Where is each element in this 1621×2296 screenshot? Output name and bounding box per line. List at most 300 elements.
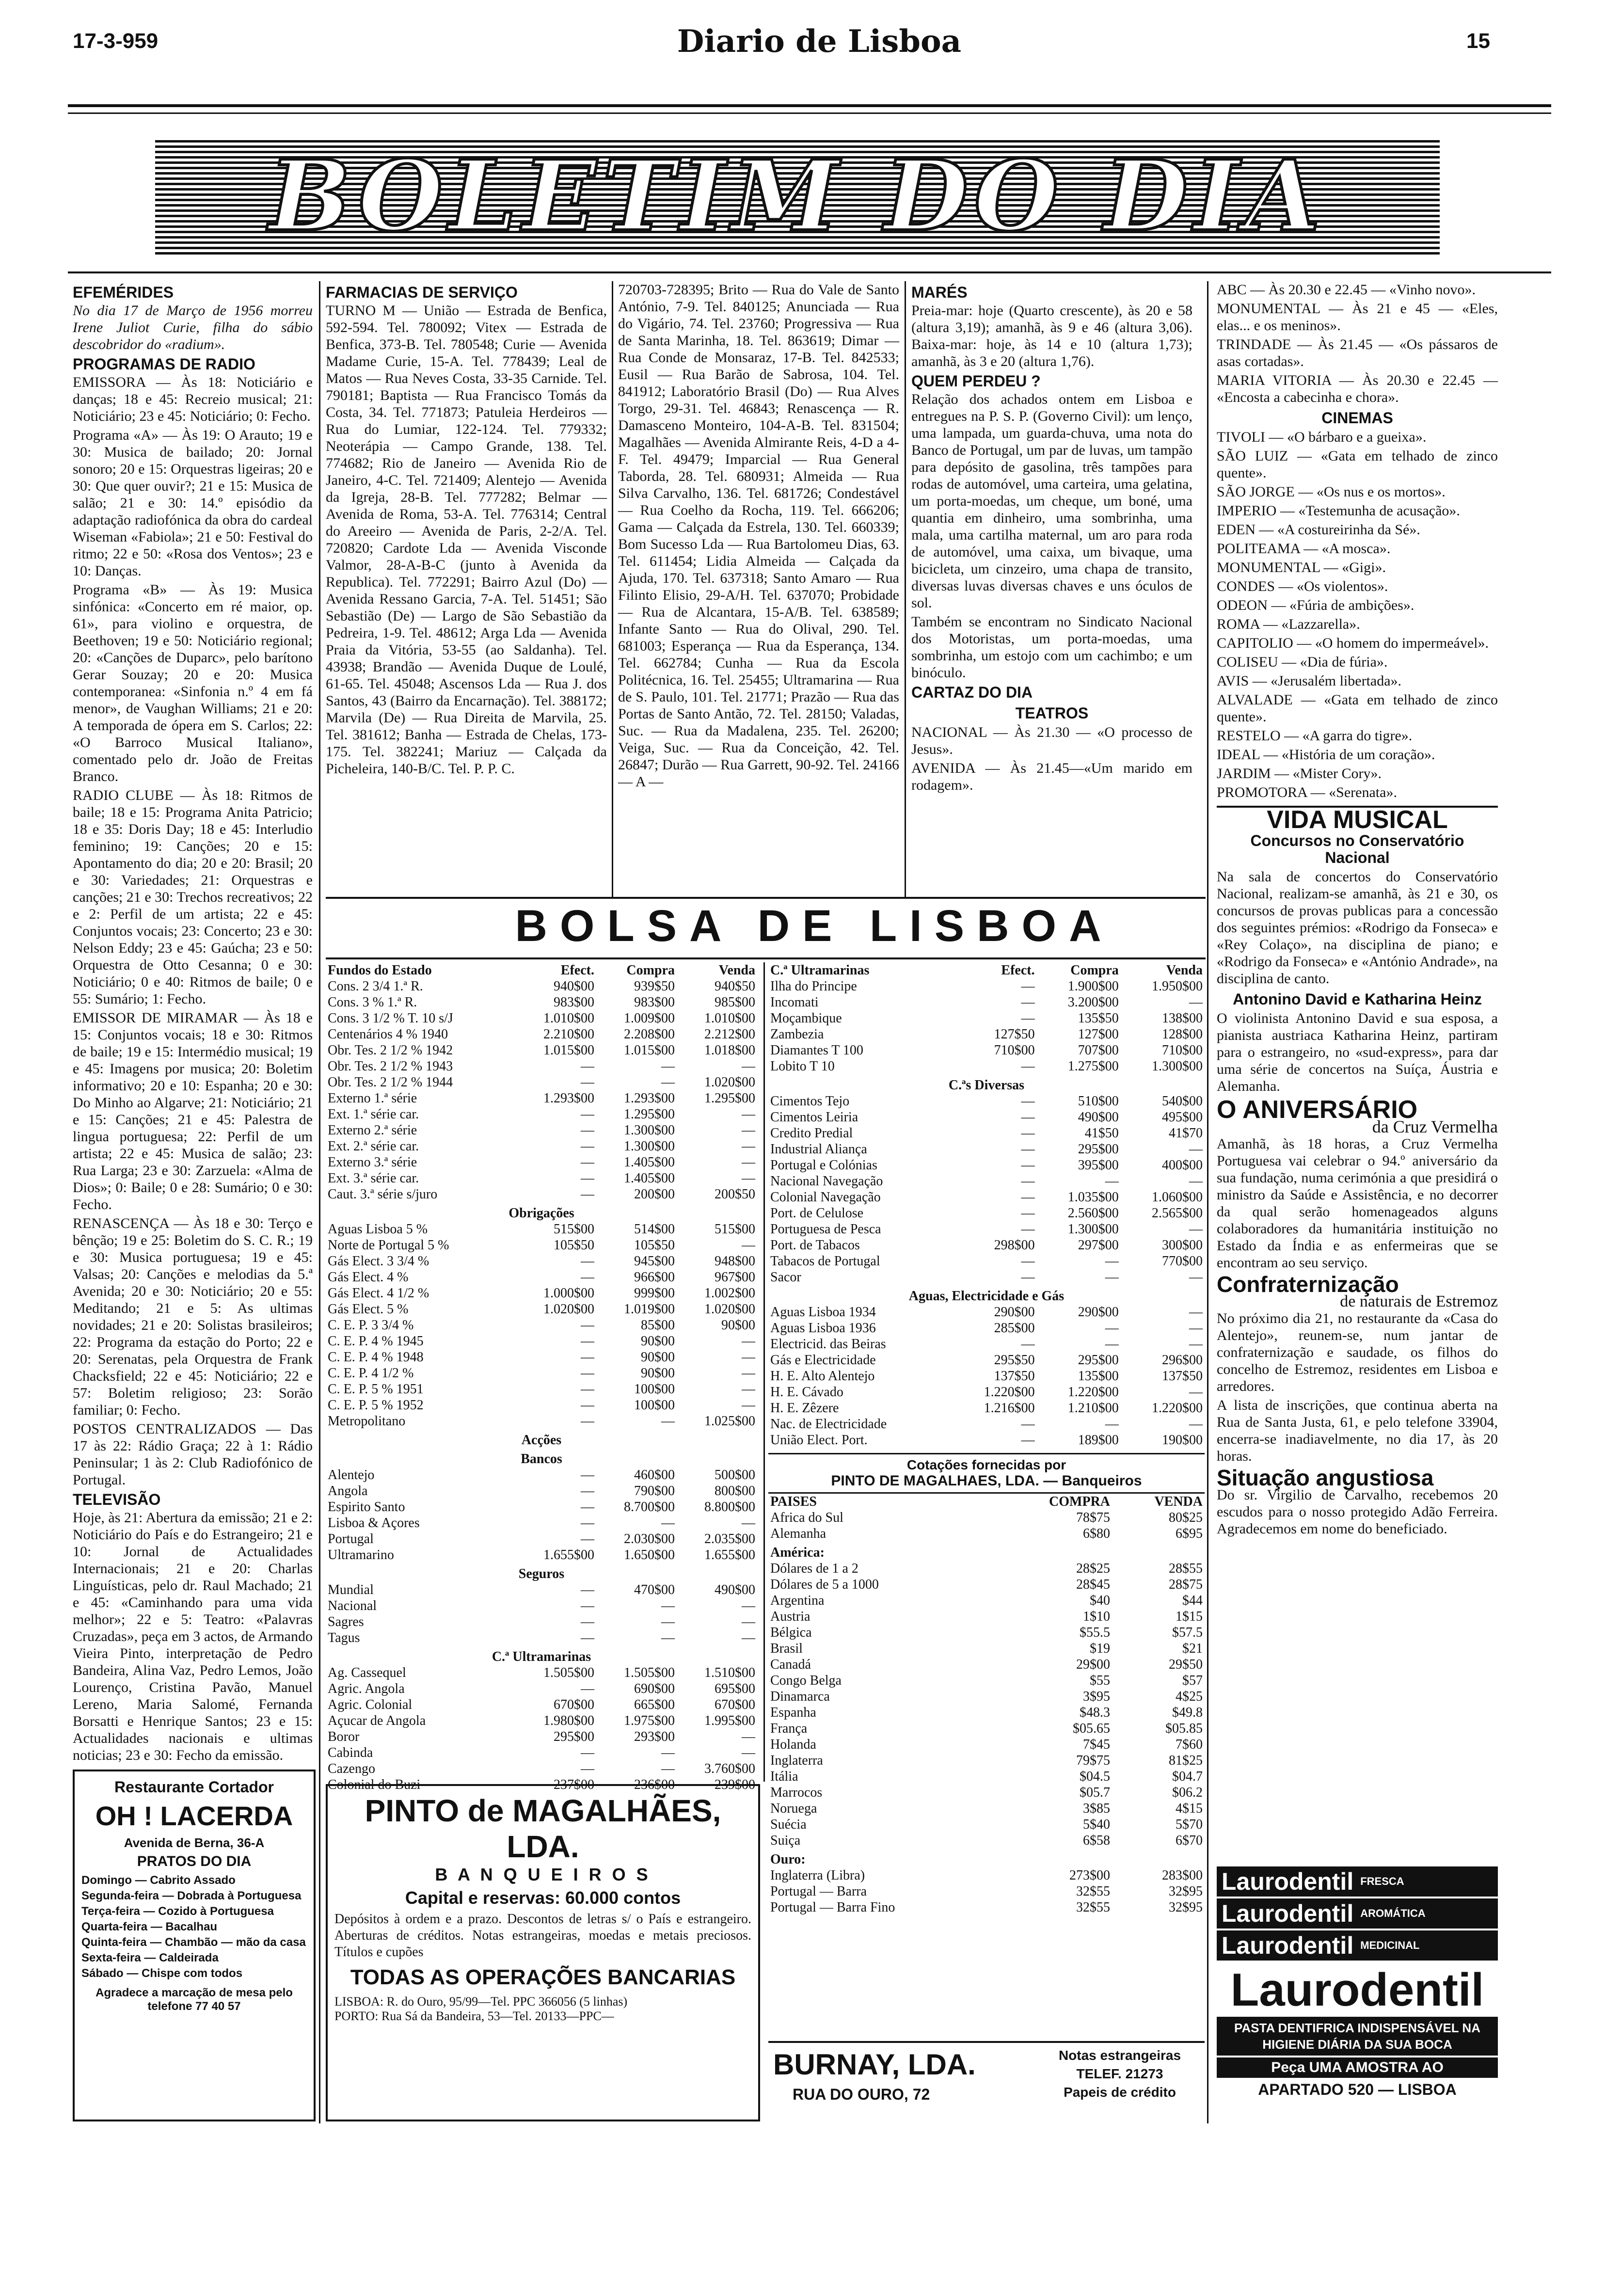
cinemas-heading: CINEMAS [1321,409,1393,427]
table-cell: — [742,1059,755,1074]
table-cell: Portugal — Barra Fino [770,1900,895,1915]
table-cell: — [661,1059,675,1074]
table-row [768,1237,1205,1253]
laurodentil-brand: Laurodentil [1222,1932,1354,1959]
table-subheading [768,1849,1205,1867]
table-row [326,1761,757,1777]
table-cell: Incomati [770,995,819,1010]
table-cell: 6$80 [1083,1526,1111,1541]
table-cell: 3.200$00 [1067,995,1119,1010]
table-cell: 490$00 [715,1582,755,1597]
table-cell: — [580,1350,594,1365]
table-cell: Brasil [770,1641,803,1656]
table-cell: — [580,1582,594,1597]
table-row [768,1058,1205,1074]
table-row [768,994,1205,1010]
theatres-heading: TEATROS [1015,704,1089,722]
table-cell: 983$00 [634,995,675,1010]
table-cell: — [580,1123,594,1138]
table-cell: 460$00 [634,1467,675,1483]
table-row [326,1269,757,1285]
menu-day: Sexta-feira — Caldeirada [81,1951,219,1964]
table-cell: 2.560$00 [1067,1206,1119,1221]
exchange-table [768,1494,1205,1915]
table-cell: — [742,1398,755,1413]
table-cell: 28$45 [1076,1577,1111,1592]
table-cell: — [580,1366,594,1381]
radio-postos: POSTOS CENTRALIZADOS — Das 17 às 22: Rádio Graça; 22 à 1: Rádio Peninsular; 1 às 2: Club Radiofónico de Portugal. [73,1421,313,1488]
table-cell: $21 [1182,1641,1203,1656]
table-cell: Credito Predial [770,1126,853,1141]
table-cell: França [770,1721,808,1736]
column-2 [326,281,607,779]
table-row [768,1641,1205,1657]
table-cell: Gás Elect. 4 1/2 % [328,1286,429,1301]
table-cell: — [742,1366,755,1381]
table-cell: 236$00 [634,1777,675,1792]
table-cell: 1.650$00 [623,1547,675,1563]
table-cell: Zambezia [770,1027,824,1042]
table-cell: — [1021,1254,1035,1269]
table-cell: 295$50 [994,1353,1035,1368]
table-cell: 135$50 [1078,1011,1119,1026]
table-cell: — [580,1499,594,1515]
cinema-listing: ALVALADE — «Gata em telhado de zinco quente». [1217,692,1498,725]
table-subheading [768,1542,1205,1561]
table-cell: 1$10 [1083,1609,1111,1624]
table-cell: — [580,1515,594,1531]
table-cell: 770$00 [1162,1254,1203,1269]
table-row [768,1109,1205,1125]
hardship-text: Do sr. Virgilio de Carvalho, recebemos 20 escudos para o nosso protegido Adão Ferreira. Agradecemos em nome do beneficiado. [1217,1487,1498,1537]
cinema-listing: SÃO LUIZ — «Gata em telhado de zinco quente». [1217,448,1498,481]
table-row [326,1074,757,1090]
menu-day: Domingo — Cabrito Assado [81,1874,236,1887]
table-cell: 515$00 [553,1222,594,1237]
table-cell: Marrocos [770,1785,823,1800]
table-cell: Aguas Lisboa 5 % [328,1222,428,1237]
table-cell: 1.010$00 [543,1011,594,1026]
table-cell: 1.995$00 [704,1713,755,1728]
table-row [768,1817,1205,1833]
table-cell: Inglaterra (Libra) [770,1868,865,1883]
radio-clube: RADIO CLUBE — Às 18: Ritmos de baile; 18 e 15: Programa Anita Patricio; 18 e 35: Doris Day; 18 e 45: Interludio feminino; 19: Canções; 20 e 15: Apontamento do dia; 20 e 20: Brasil; 20 e 30: Variedades; 21: Orquestras e canções; 21 e 30: Trechos recreativos; 22 e 2: Perfil de um artista; 22 e 45: Conjuntos vocais; 23: Concerto; 23 e 30: Nelson Eddy; 23 e 45: Gaúcha; 23 e 50: Orquestra de Otto Cesanna; 0 e 30: Noticiário; 0 e 40: Ritmos de baile; 0 e 55: Sumário; 1: Fecho. [73,787,313,1007]
table-row [768,1737,1205,1753]
table-cell: 999$00 [634,1286,675,1301]
table-cell: — [1189,1174,1203,1189]
table-cell: — [742,1382,755,1397]
table-cell: — [580,1398,594,1413]
table-cell: 78$75 [1076,1510,1111,1525]
table-cell: 1.405$00 [623,1171,675,1186]
table-cell: $04.5 [1080,1769,1111,1784]
table-cell: — [1021,1011,1035,1026]
cinema-listing: JARDIM — «Mister Cory». [1217,765,1382,781]
table-row [768,1689,1205,1705]
table-cell: Aguas Lisboa 1934 [770,1305,876,1320]
table-cell: 400$00 [1162,1158,1203,1173]
cinema-listing: CAPITOLIO — «O homem do impermeável». [1217,635,1489,651]
table-cell: Nacional Navegação [770,1174,883,1189]
table-subheading-cell: C.ª Ultramarinas [492,1649,591,1664]
cinema-listing: IDEAL — «História de um coração». [1217,747,1435,763]
table-cell: Cons. 3 1/2 % T. 10 s/J [328,1011,453,1026]
table-row [768,1833,1205,1849]
table-cell: 1.020$00 [704,1302,755,1317]
table-cell: 983$00 [553,995,594,1010]
table-row [326,1515,757,1531]
table-row [768,1304,1205,1320]
table-cell: Centenários 4 % 1940 [328,1027,448,1042]
laurodentil-tag: MEDICINAL [1360,1939,1420,1951]
table-row [326,1483,757,1499]
table-cell: — [1021,1270,1035,1285]
table-cell: — [1021,1222,1035,1237]
cinema-listing: POLITEAMA — «A mosca». [1217,541,1391,557]
table-cell: Suécia [770,1817,807,1832]
table-cell: 290$00 [994,1305,1035,1320]
table-cell: Agric. Colonial [328,1697,413,1712]
table-cell: 298$00 [994,1238,1035,1253]
table-row [326,1186,757,1202]
table-cell: 1.293$00 [543,1091,594,1106]
tides-text: Preia-mar: hoje (Quarto crescente), às 20 e 58 (altura 3,19); amanhã, às 9 e 46 (altura 3,06). Baixa-mar: hoje, às 14 e 10 (altura 1,73); amanhã, às 3 e 20 (altura 1,76). [911,303,1192,369]
theatre-listing: TRINDADE — Às 21.45 — «Os pássaros de asas cortadas». [1217,336,1498,369]
restaurant-ad-note: Agradece a marcação de mesa pelo telefone 77 40 57 [95,1986,293,2013]
table-row [768,1673,1205,1689]
table-cell: 137$50 [994,1369,1035,1384]
table-cell: — [1189,995,1203,1010]
table-header-cell: Fundos do Estado [328,963,432,978]
anniversary-heading: O ANIVERSÁRIO [1217,1096,1418,1124]
laurodentil-big: Laurodentil [1230,1964,1484,2016]
fraternity-text: No próximo dia 21, no restaurante da «Casa do Alentejo», reunem-se, num jantar de confraternização e saudade, os filhos do concelho de Estremoz, residentes em Lisboa e arredores. [1217,1310,1498,1394]
table-cell: — [661,1075,675,1090]
table-cell: 1.275$00 [1067,1059,1119,1074]
table-cell: 4$15 [1176,1801,1203,1816]
table-row [326,994,757,1010]
table-row [768,1352,1205,1368]
table-cell: Cazengo [328,1761,375,1776]
table-cell: C. E. P. 3 3/4 % [328,1318,414,1333]
bolsa-right-table [768,962,1205,1915]
table-cell: 28$25 [1076,1561,1111,1576]
table-cell: 1.510$00 [704,1665,755,1680]
table-row [326,1365,757,1381]
table-cell: 239$00 [715,1777,755,1792]
radio-emissora: EMISSORA — Às 18: Noticiário e danças; 18 e 45: Recreio musical; 21: Noticiário; 23 e 45: Noticiário; 0: Fecho. [73,374,313,424]
table-row [326,1598,757,1614]
table-cell: 290$00 [1078,1305,1119,1320]
table-cell: 948$00 [715,1254,755,1269]
table-cell: 90$00 [640,1350,675,1365]
radio-miramar: EMISSOR DE MIRAMAR — Às 18 e 15: Conjuntos vocais; 18 e 30: Ritmos de baile; 19 e 15: Intermédio musical; 19 e 45: Imagens por musica; 20: Boletim informativo; 20 e 10: Espanha; 20 e 30: Do Minho ao Algarve; 21: Noticiário; 21 e 15: Canções; 21 e 45: Palestra de lingua portuguesa; 22: Perfil de um artista; 22 e 45: Musica de salão; 23: Rua Larga; 23 e 30: Zarzuela: «Alma de Dios»; 0: Baile; 0 e 28: Sumário; 0 e 30: Fecho. [73,1010,313,1212]
table-cell: 1.220$00 [984,1385,1035,1400]
column-5 [1217,281,1498,1539]
table-cell: 1.505$00 [623,1665,675,1680]
table-cell: 2.030$00 [623,1531,675,1547]
table-row [768,1657,1205,1673]
table-cell: 2.210$00 [543,1027,594,1042]
table-header-cell: VENDA [1154,1494,1203,1509]
table-cell: $19 [1090,1641,1111,1656]
table-cell: Aguas Lisboa 1936 [770,1321,876,1336]
exchange-firm: PINTO DE MAGALHAES, LDA. — Banqueiros [768,1473,1205,1494]
table-cell: Electricid. das Beiras [770,1337,886,1352]
table-cell: 293$00 [634,1729,675,1744]
table-row [768,1141,1205,1157]
table-cell: — [661,1745,675,1760]
table-subheading-cell: Bancos [521,1451,562,1467]
table-cell: 1.035$00 [1067,1190,1119,1205]
table-cell: Ultramarino [328,1547,394,1563]
table-cell: Obr. Tes. 2 1/2 % 1942 [328,1043,453,1058]
table-cell: 29$50 [1169,1657,1203,1672]
cinema-listing: ROMA — «Lazzarella». [1217,616,1360,632]
table-cell: 665$00 [634,1697,675,1712]
table-cell: 1.950$00 [1152,979,1203,994]
bolsa-rule [326,897,1206,899]
table-cell: 300$00 [1162,1238,1203,1253]
table-cell: União Elect. Port. [770,1433,868,1448]
table-row [326,1058,757,1074]
table-row [768,1577,1205,1593]
table-cell: — [1105,1174,1119,1189]
table-row [326,1381,757,1397]
table-cell: 966$00 [634,1270,675,1285]
table-cell: 128$00 [1162,1027,1203,1042]
table-cell: Tagus [328,1630,360,1645]
bank-ad [326,1784,760,2121]
table-cell: — [580,1334,594,1349]
table-row [326,1170,757,1186]
table-cell: — [1021,1094,1035,1109]
table-cell: 1.980$00 [543,1713,594,1728]
table-subheading-cell: Ouro: [770,1852,806,1867]
restaurant-ad [73,1770,316,2121]
table-cell: $06.2 [1172,1785,1203,1800]
table-cell: Africa do Sul [770,1510,843,1525]
table-cell: Lisboa & Açores [328,1515,420,1531]
table-cell: Industrial Aliança [770,1142,867,1157]
table-row [326,1630,757,1646]
table-cell: — [1189,1385,1203,1400]
table-row [326,1713,757,1729]
bolsa-rule [326,957,1206,959]
table-cell: — [1105,1337,1119,1352]
table-cell: 1.300$00 [1067,1222,1119,1237]
table-cell: $05.65 [1073,1721,1111,1736]
table-row [768,1753,1205,1769]
table-cell: — [742,1171,755,1186]
table-cell: 1.295$00 [623,1107,675,1122]
cinema-listing: RESTELO — «A garra do tigre». [1217,728,1413,744]
table-cell: 3.760$00 [704,1761,755,1776]
table-cell: 100$00 [634,1398,675,1413]
table-cell: Ilha do Principe [770,979,857,994]
table-cell: 985$00 [715,995,755,1010]
pharmacies-heading: FARMACIAS DE SERVIÇO [326,284,518,301]
table-cell: Sacor [770,1270,801,1285]
table-cell: — [580,1630,594,1645]
lost-found-text: Relação dos achados ontem em Lisboa e entregues na P. S. P. (Governo Civil): um lenço, uma lampada, um guarda-chuva, uma nota do Banco de Portugal, um par de luvas, um tampão para depósito de gasolina, três tampões para rodas de automóvel, uma carteira, uma gelatina, um porta-moedas, um cheque, um boné, uma quantia em dinheiro, uma sombrinha, uma mala, uma cartilha maternal, um aro para roda de automóvel, uma caixa, um bivaque, uma bicicleta, um cinzeiro, uma chapa de transito, diversas luvas diversas chaves e uns óculos de sol. [911,391,1192,611]
lost-found-heading: QUEM PERDEU ? [911,372,1041,390]
laurodentil-row [1217,1930,1498,1961]
table-row [768,1705,1205,1721]
table-cell: 1.220$00 [1067,1385,1119,1400]
table-cell: 1.210$00 [1067,1401,1119,1416]
table-row [326,1010,757,1026]
table-cell: 2.035$00 [704,1531,755,1547]
table-cell: 1.019$00 [623,1302,675,1317]
table-cell: Austria [770,1609,810,1624]
table-cell: $05.7 [1080,1785,1111,1800]
table-cell: 1.655$00 [543,1547,594,1563]
music-heading: VIDA MUSICAL [1217,806,1498,829]
exchange-heading: Cotações fornecidas por [768,1453,1205,1473]
table-cell: Ext. 2.ª série car. [328,1139,419,1154]
table-cell: 32$95 [1169,1900,1203,1915]
table-cell: 1.015$00 [543,1043,594,1058]
column-1 [73,281,313,1766]
table-cell: Moçambique [770,1011,842,1026]
table-cell: Sagres [328,1614,364,1629]
table-row [768,1384,1205,1400]
table-header-cell: Compra [626,963,675,978]
table-cell: 5$40 [1083,1817,1111,1832]
table-row [768,1336,1205,1352]
cinema-list [1217,429,1498,801]
laurodentil-sample: Peça UMA AMOSTRA AO [1217,2057,1498,2078]
table-row [768,1368,1205,1384]
table-cell: — [742,1107,755,1122]
table-cell: — [1189,1305,1203,1320]
table-cell: H. E. Cávado [770,1385,843,1400]
page-number: 15 [1466,29,1490,53]
table-cell: 295$00 [1078,1142,1119,1157]
radio-programa-a: Programa «A» — Às 19: O Arauto; 19 e 30: Musica de bailado; 20: Jornal sonoro; 20 e 15: Orquestras ligeiras; 20 e 30: Que quer ouvir?; 21 e 15: Musica de salão; 21 e 30: 14.º episódio da adaptação radiofónica da obra do cardeal Wiseman «Fabiola»; 21 e 50: Festival do ritmo; 22 e 50: «Rosa dos Ventos»; 23 e 10: Danças. [73,427,313,579]
table-cell: — [1021,1206,1035,1221]
burnay-notes: Notas estrangeiras [1058,2048,1181,2063]
table-cell: C. E. P. 4 1/2 % [328,1366,414,1381]
table-cell: — [1021,1337,1035,1352]
table-cell: 285$00 [994,1321,1035,1336]
table-cell: 1.000$00 [543,1286,594,1301]
burnay-phone: TELEF. 21273 [1076,2066,1163,2081]
table-cell: 32$95 [1169,1884,1203,1899]
table-cell: — [580,1761,594,1776]
theatre-listing: NACIONAL — Às 21.30 — «O processo de Jesus». [911,724,1192,757]
table-cell: 297$00 [1078,1238,1119,1253]
table-row [326,1745,757,1761]
table-cell: — [580,1187,594,1202]
table-cell: 28$75 [1169,1577,1203,1592]
table-cell: 690$00 [634,1681,675,1696]
table-cell: — [661,1515,675,1531]
table-cell: Nac. de Electricidade [770,1417,887,1432]
table-cell: — [1021,979,1035,994]
masthead: Diario de Lisboa [677,23,962,60]
theatre-listing: ABC — Às 20.30 e 22.45 — «Vinho novo». [1217,282,1476,298]
table-cell: Argentina [770,1593,825,1608]
table-subheading [326,1563,757,1582]
table-cell: — [661,1598,675,1613]
table-cell: 800$00 [715,1483,755,1499]
table-row [326,1317,757,1333]
table-row [768,1320,1205,1336]
column-divider [905,281,906,897]
table-cell: 1.505$00 [543,1665,594,1680]
table-row [768,1093,1205,1109]
table-cell: 135$00 [1078,1369,1119,1384]
table-subheading [768,1074,1205,1093]
table-cell: 1.405$00 [623,1155,675,1170]
table-cell: — [1021,995,1035,1010]
anniversary-subheading: da Cruz Vermelha [1372,1117,1498,1136]
fraternity-heading: Confraternização [1217,1272,1399,1297]
table-cell: C. E. P. 4 % 1945 [328,1334,424,1349]
lost-found-text-2: Também se encontram no Sindicato Nacional dos Motoristas, um porta-moedas, uma sombrinha, um estojo com um cachimbo; e um binóculo. [911,614,1192,681]
bank-ad-lisboa: LISBOA: R. do Ouro, 95/99—Tel. PPC 366056 (5 linhas) [334,1994,628,2009]
header-rule [68,104,1551,107]
bolsa-table-left [326,962,757,1793]
table-cell: Cimentos Leiria [770,1110,858,1125]
table-cell: 1.293$00 [623,1091,675,1106]
table-header [326,962,757,978]
table-cell: 470$00 [634,1582,675,1597]
table-cell: — [580,1059,594,1074]
table-row [768,1769,1205,1785]
header-rule-thin [68,112,1551,114]
restaurant-ad-kicker: Restaurante Cortador [114,1778,274,1796]
table-cell: 940$50 [715,979,755,994]
table-cell: 790$00 [634,1483,675,1499]
table-cell: Caut. 3.ª série s/juro [328,1187,438,1202]
music-subheading: Concursos no Conservatório Nacional [1250,832,1464,866]
pharmacies-text-continued: 720703-728395; Brito — Rua do Vale de Santo António, 7-9. Tel. 840125; Anunciada — Rua do Vigário, 74. Tel. 23760; Progressiva — Rua de Santa Marinha, 18. Tel. 863619; Dimar — Rua Conde de Monsaraz, 17-B. Tel. 842533; Eusil — Rua Barão de Sabrosa, 104. Tel. 841912; Laboratório Brasil (Do) — Rua Alves Torgo, 29-31. Tel. 46843; Renascença — R. Damasceno Monteiro, 104-A-B. Tel. 831504; Magalhães — Avenida Almirante Reis, 4-D a 4-F. Tel. 49479; Imparcial — Rua General Taborda, 28. Tel. 680931; Almeida — Rua Silva Carvalho, 136. Tel. 681726; Condestável — Rua Coelho da Rocha, 119. Tel. 666206; Gama — Calçada da Estrela, 130. Tel. 660339; Bom Sucesso Lda — Rua Bartolomeu Dias, 63. Tel. 611454; Lidia Almeida — Calçada da Ajuda, 170. Tel. 637318; Santo Amaro — Rua Filinto Elisio, 29-A/H. Tel. 637070; Probidade — Rua de Alcantara, 15-A/B. Tel. 638589; Infante Santo — Rua do Olival, 290. Tel. 681003; Esperança — Rua da Esperança, 134. Tel. 662784; Cunha — Rua da Escola Politécnica, 16. Tel. 25455; Ultramarina — Rua de S. Paulo, 101. Tel. 21771; Prazão — Rua das Portas de Santo Antão, 72. Tel. 28150; Valadas, Suc. — Rua da Madalena, 235. Tel. 26200; Veiga, Suc. — Rua da Conceição, 42. Tel. 26847; Durão — Rua Garrett, 90-92. Tel. 24166 — A — [618,282,899,790]
table-cell: — [1189,1142,1203,1157]
table-cell: — [1189,1222,1203,1237]
table-cell: 81$25 [1169,1753,1203,1768]
table-cell: Ext. 1.ª série car. [328,1107,419,1122]
table-cell: 41$70 [1169,1126,1203,1141]
table-cell: — [1021,1433,1035,1448]
table-cell: Gás Elect. 3 3/4 % [328,1254,429,1269]
table-cell: Portugal [328,1531,374,1547]
table-row [326,978,757,994]
table-row [768,1026,1205,1042]
table-cell: — [580,1171,594,1186]
table-row [326,1681,757,1697]
cinema-listing: EDEN — «A costureirinha da Sé». [1217,522,1420,538]
table-cell: 500$00 [715,1467,755,1483]
table-row [768,1189,1205,1205]
laurodentil-tag: AROMÁTICA [1360,1907,1426,1919]
burnay-name: BURNAY, LDA. [773,2048,976,2081]
table-cell: Dólares de 5 a 1000 [770,1577,879,1592]
table-cell: Alentejo [328,1467,375,1483]
table-cell: — [1021,1190,1035,1205]
table-subheading [768,1285,1205,1304]
table-cell: 283$00 [1162,1868,1203,1883]
table-cell: 1.020$00 [543,1302,594,1317]
table-cell: 8.700$00 [623,1499,675,1515]
table-row [768,1801,1205,1817]
table-cell: 2.208$00 [623,1027,675,1042]
table-cell: 1.025$00 [704,1414,755,1429]
table-cell: 1.655$00 [704,1547,755,1563]
menu-day: Segunda-feira — Dobrada à Portuguesa [81,1889,302,1902]
